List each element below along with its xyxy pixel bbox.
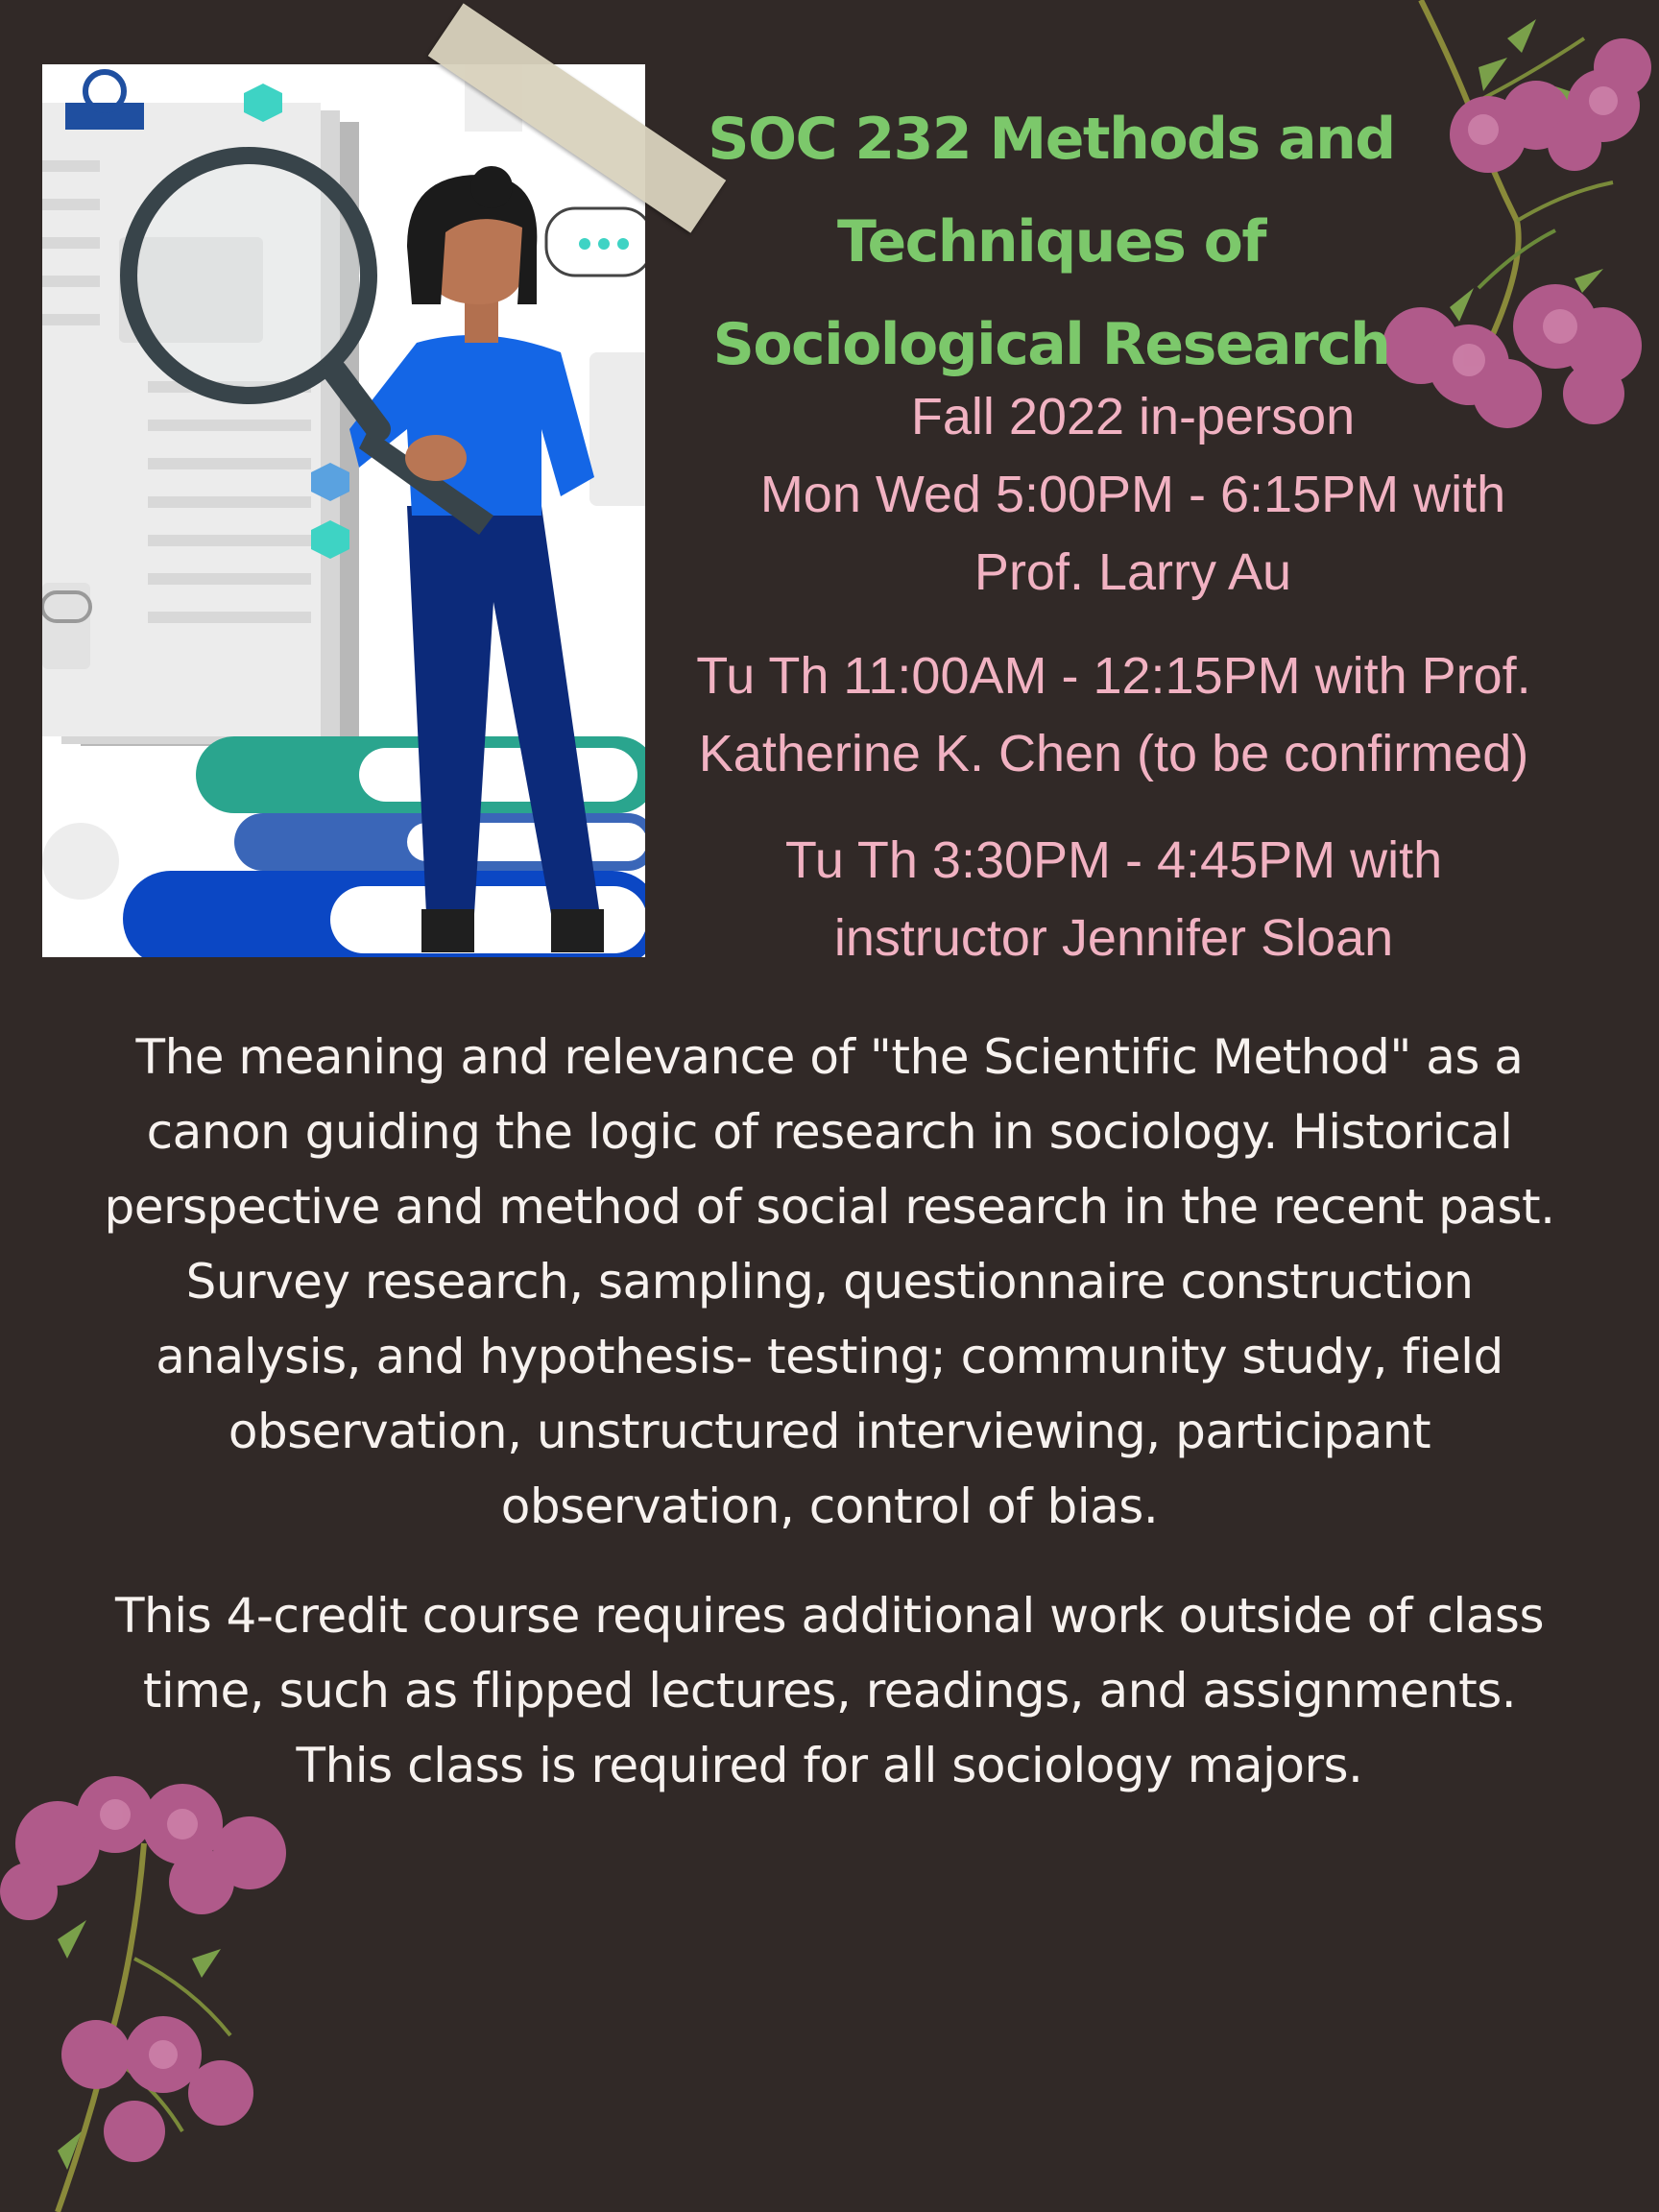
schedule-line: Fall 2022 in-person xyxy=(910,388,1356,445)
schedule-line: Katherine K. Chen (to be confirmed) xyxy=(698,725,1529,782)
description-line: observation, control of bias. xyxy=(500,1479,1159,1534)
title-line: Sociological Research xyxy=(712,311,1390,378)
schedule-line: Tu Th 11:00AM - 12:15PM with Prof. xyxy=(696,647,1531,705)
description-line: This class is required for all sociology majors. xyxy=(296,1738,1363,1793)
woman-with-magnifying-glass-icon xyxy=(42,64,645,957)
description-line: time, such as flipped lectures, readings, and assignments. xyxy=(142,1663,1517,1719)
description-line: The meaning and relevance of "the Scientific Method" as a xyxy=(135,1029,1524,1085)
schedule-line: Prof. Larry Au xyxy=(974,543,1292,601)
description-line: Survey research, sampling, questionnaire construction xyxy=(185,1254,1474,1310)
description-line: This 4-credit course requires additional work outside of class xyxy=(114,1588,1545,1644)
description-line: observation, unstructured interviewing, participant xyxy=(228,1404,1431,1459)
schedule-line: Tu Th 3:30PM - 4:45PM with xyxy=(784,831,1443,889)
course-description xyxy=(38,1020,1621,1544)
description-line: analysis, and hypothesis- testing; community study, field xyxy=(156,1329,1503,1384)
schedule-section-chen xyxy=(634,637,1594,793)
description-line: perspective and method of social research in the recent past. xyxy=(104,1179,1555,1235)
title-line: SOC 232 Methods and xyxy=(708,106,1395,173)
title-line: Techniques of xyxy=(837,208,1265,276)
description-line: canon guiding the logic of research in sociology. Historical xyxy=(146,1104,1513,1160)
schedule-section-sloan xyxy=(634,822,1594,977)
schedule-section-au xyxy=(653,378,1613,612)
schedule-line: Mon Wed 5:00PM - 6:15PM with xyxy=(759,466,1506,523)
schedule-line: instructor Jennifer Sloan xyxy=(833,909,1394,967)
course-requirements xyxy=(38,1578,1621,1803)
course-title xyxy=(672,88,1431,397)
pressed-flower-icon xyxy=(0,1767,298,2212)
